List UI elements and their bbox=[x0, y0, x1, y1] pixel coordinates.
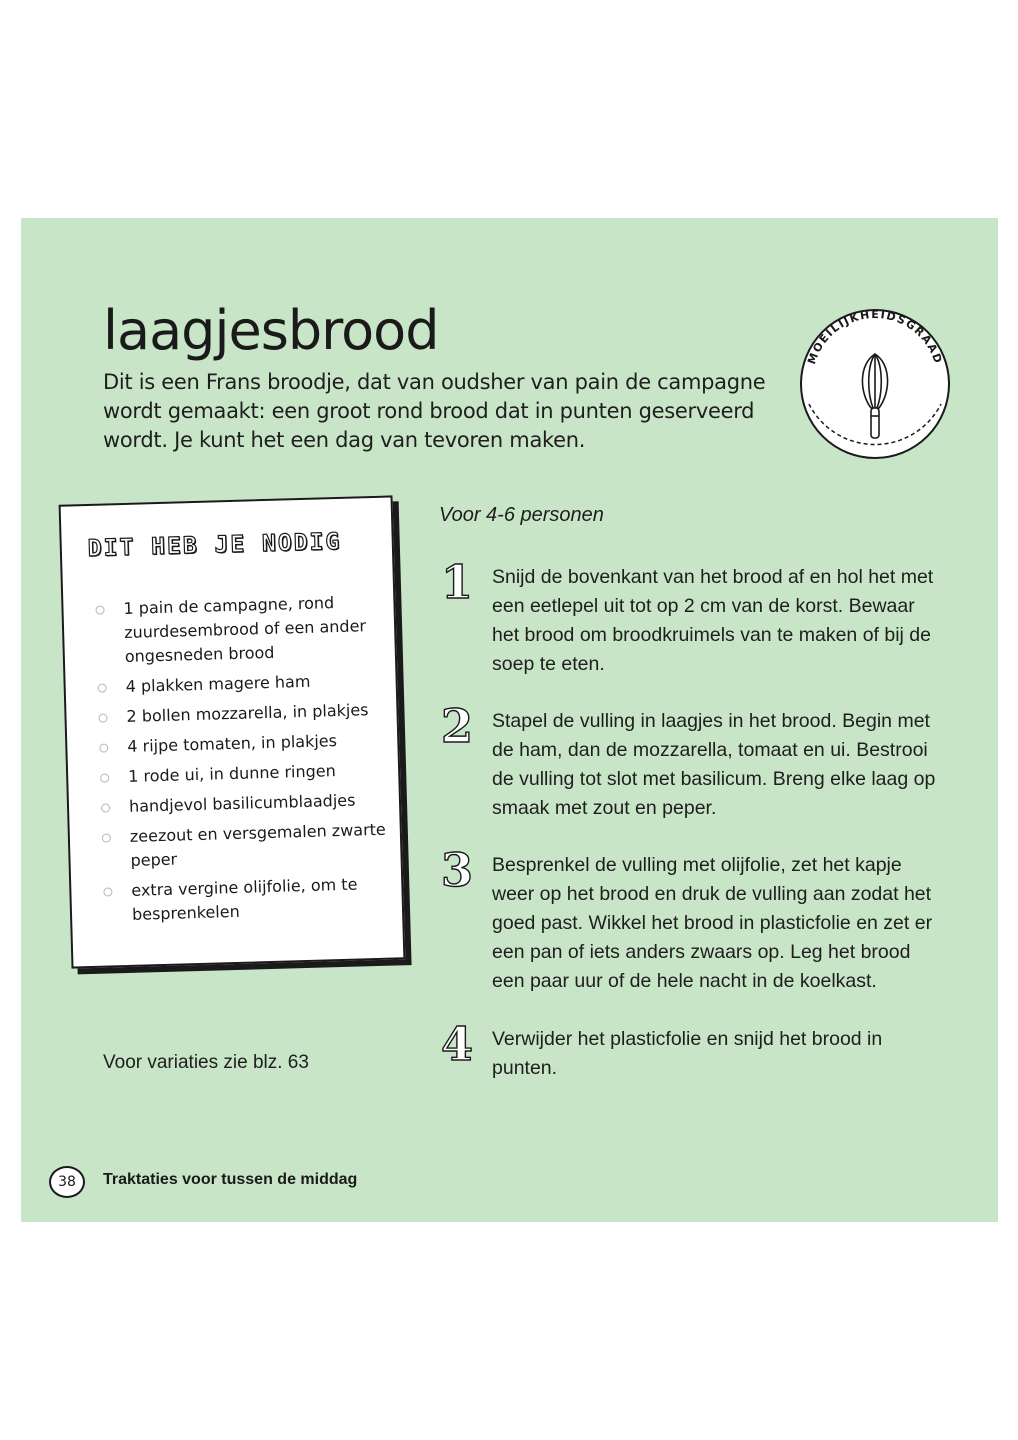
ingredient-text: 4 plakken magere ham bbox=[125, 671, 311, 696]
difficulty-label: MOEILIJKHEIDSGRAAD bbox=[805, 307, 945, 366]
step-text: Stapel de vulling in laagjes in het brood. Begin met de ham, dan de mozzarella, tomaat en ui. Bestrooi de vulling tot slot met basilicum. Breng elke laag op smaak met zout en peper. bbox=[492, 710, 936, 819]
step-number: 4 bbox=[440, 1017, 473, 1071]
ingredient-item bbox=[93, 590, 385, 670]
ingredients-list bbox=[93, 590, 392, 934]
step-text: Snijd de bovenkant van het brood af en hol het met een eetlepel uit tot op 2 cm van de korst. Bewaar het brood om broodkruimels van te maken of bij de soep te eten. bbox=[492, 566, 934, 675]
bullet-icon bbox=[103, 887, 112, 896]
bullet-icon bbox=[100, 773, 109, 782]
ingredient-text: 1 rode ui, in dunne ringen bbox=[127, 761, 336, 786]
step-number: 3 bbox=[440, 843, 473, 897]
difficulty-badge bbox=[789, 304, 961, 464]
ingredient-item bbox=[100, 818, 391, 874]
difficulty-badge-graphic bbox=[789, 304, 961, 464]
bullet-icon bbox=[98, 713, 107, 722]
bullet-icon bbox=[101, 803, 110, 812]
ingredient-item bbox=[98, 758, 389, 790]
bullet-icon bbox=[98, 683, 107, 692]
step-text: Besprenkel de vulling met olijfolie, zet het kapje weer op het brood en druk de vulling aan zodat het goed past. Wikkel het brood in plasticfolie en zet er een pan of iets anders zwaars op. Leg het brood een paar uur of de hele nacht in de koelkast. bbox=[492, 854, 933, 992]
bullet-icon bbox=[99, 743, 108, 752]
ingredient-item bbox=[95, 668, 386, 700]
ingredient-text: 4 rijpe tomaten, in plakjes bbox=[127, 731, 338, 756]
ingredient-text: extra vergine olijfolie, om te besprenkelen bbox=[131, 874, 358, 924]
recipe-intro: Dit is een Frans broodje, dat van oudsher van pain de campagne wordt gemaakt: een groot rond brood dat in punten geserveerd wordt. Je kunt het een dag van tevoren maken. bbox=[103, 370, 766, 452]
ingredient-text: zeezout en versgemalen zwarte peper bbox=[129, 819, 387, 870]
page-number: 38 bbox=[49, 1166, 85, 1198]
ingredients-title: DIT HEB JE NODIG bbox=[87, 528, 342, 562]
variations-note: Voor variaties zie blz. 63 bbox=[103, 1052, 309, 1073]
ingredient-item bbox=[96, 698, 387, 730]
section-title: Traktaties voor tussen de middag bbox=[103, 1171, 358, 1188]
ingredient-item bbox=[99, 788, 390, 820]
ingredient-item bbox=[97, 728, 388, 760]
servings: Voor 4-6 personen bbox=[439, 504, 604, 526]
step-text: Verwijder het plasticfolie en snijd het brood in punten. bbox=[492, 1028, 883, 1079]
ingredient-text: handjevol basilicumblaadjes bbox=[128, 790, 356, 816]
bullet-icon bbox=[95, 606, 104, 615]
ingredient-text: 2 bollen mozzarella, in plakjes bbox=[126, 700, 369, 726]
recipe-page bbox=[21, 218, 998, 1222]
ingredient-text: 1 pain de campagne, rond zuurdesembrood of een ander ongesneden brood bbox=[123, 593, 367, 666]
step-number: 1 bbox=[440, 555, 473, 609]
ingredients-card bbox=[59, 495, 406, 968]
step-number: 2 bbox=[440, 699, 473, 753]
recipe-title: laagjesbrood bbox=[103, 299, 439, 362]
bullet-icon bbox=[102, 833, 111, 842]
ingredient-item bbox=[101, 872, 392, 928]
